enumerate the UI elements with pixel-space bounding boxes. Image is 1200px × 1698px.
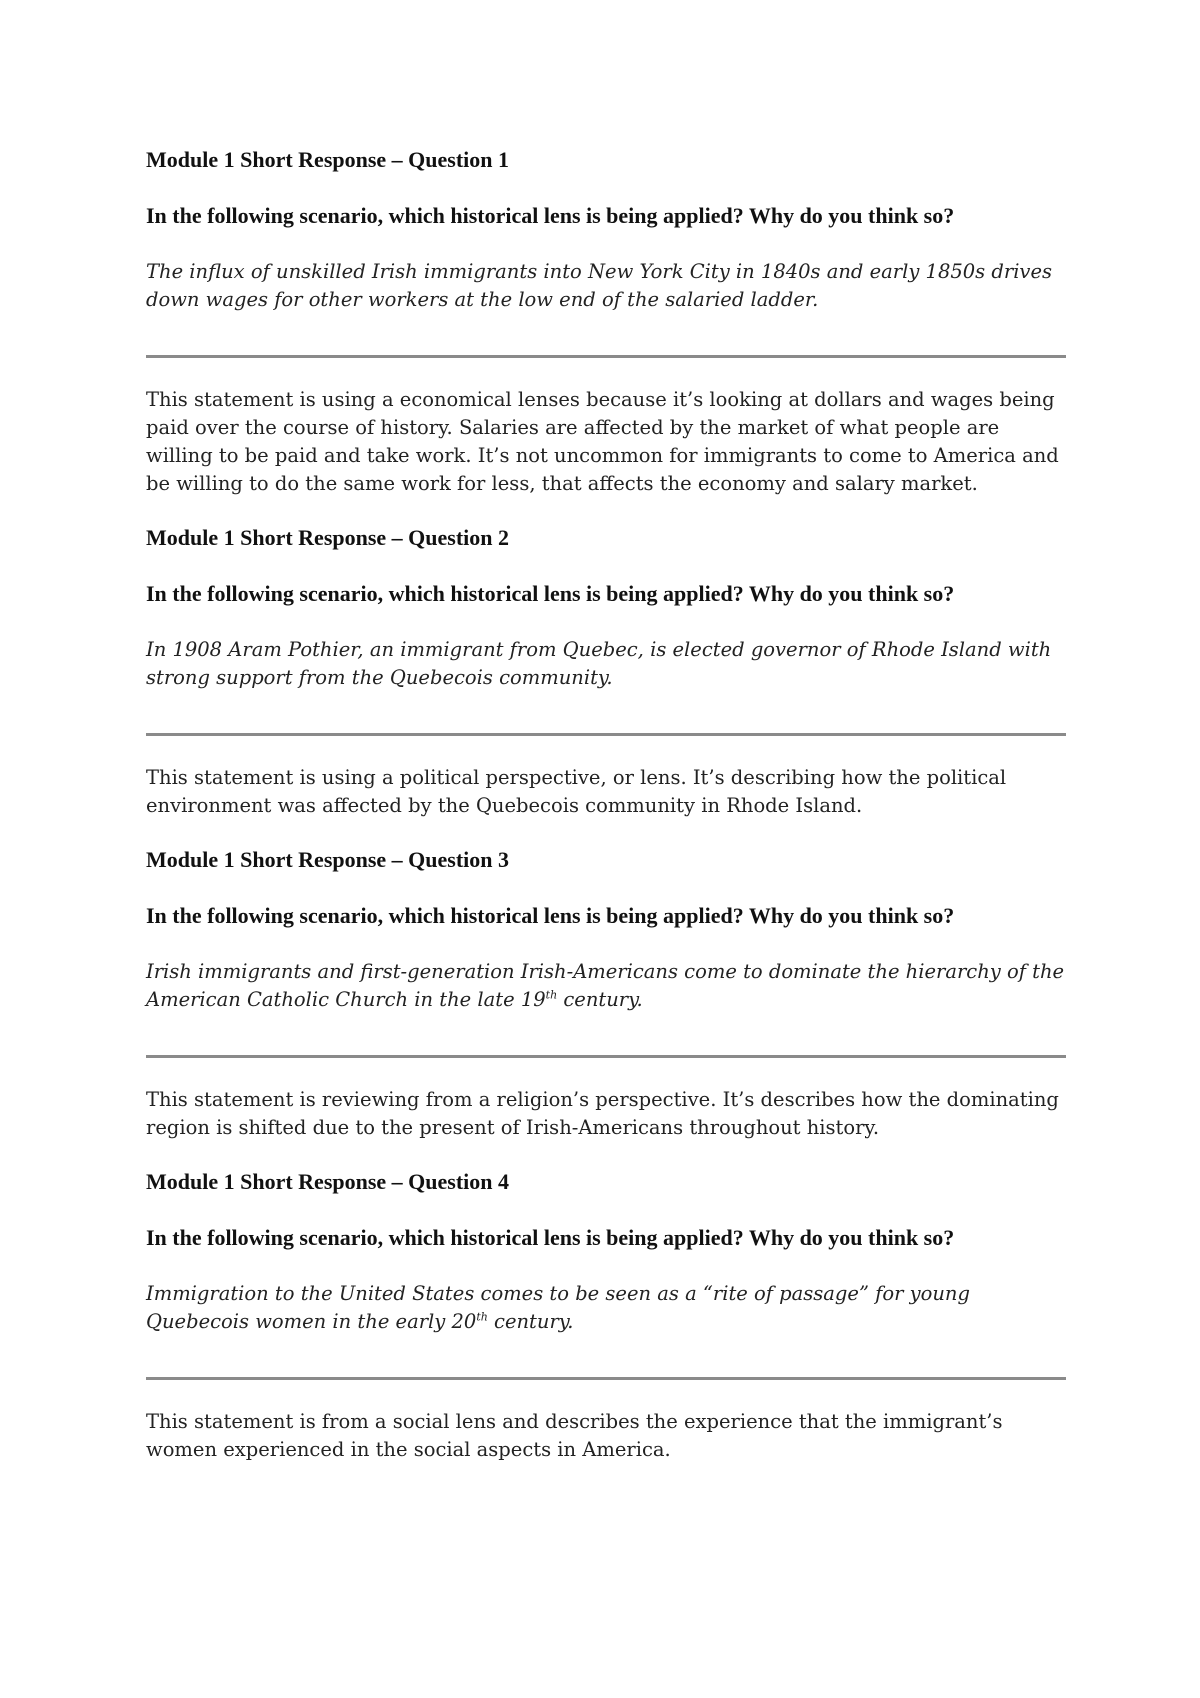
question-2-divider <box>146 733 1066 736</box>
question-3-scenario-ordinal: th <box>545 988 558 1002</box>
question-4-answer: This statement is from a social lens and describes the experience that the immigrant’s women experienced in the social aspects in America. <box>146 1410 1003 1461</box>
question-3-scenario-text: Irish immigrants and first-generation Irish-Americans come to dominate the hierarchy of the American Catholic Church in the late 19 <box>146 960 1065 1011</box>
question-3-divider <box>146 1055 1066 1058</box>
question-3-scenario-end: century. <box>557 988 643 1011</box>
question-1-divider <box>146 355 1066 358</box>
question-4-section <box>146 1168 1066 1464</box>
question-2-prompt: In the following scenario, which historical lens is being applied? Why do you think so? <box>146 581 955 606</box>
question-1-prompt: In the following scenario, which historical lens is being applied? Why do you think so? <box>146 203 955 228</box>
question-4-scenario <box>146 1280 1066 1336</box>
question-2-answer: This statement is using a political perspective, or lens. It’s describing how the political environment was affected by the Quebecois community in Rhode Island. <box>146 766 1007 817</box>
question-3-answer: This statement is reviewing from a religion’s perspective. It’s describes how the dominating region is shifted due to the present of Irish-Americans throughout history. <box>146 1088 1059 1139</box>
question-1-section <box>146 146 1066 498</box>
question-3-prompt: In the following scenario, which historical lens is being applied? Why do you think so? <box>146 903 955 928</box>
question-1-answer: This statement is using a economical lenses because it’s looking at dollars and wages being paid over the course of history. Salaries are affected by the market of what people are willing to be paid and take work. It’s not uncommon for immigrants to come to America and be willing to do the same work for less, that affects the economy and salary market. <box>146 388 1059 495</box>
question-3-scenario <box>146 958 1066 1014</box>
question-4-title: Module 1 Short Response – Question 4 <box>146 1169 510 1194</box>
question-2-scenario: In 1908 Aram Pothier, an immigrant from Quebec, is elected governor of Rhode Island with strong support from the Quebecois community. <box>146 638 1052 689</box>
question-4-scenario-ordinal: th <box>476 1310 488 1324</box>
document-body <box>146 146 1066 1490</box>
question-2-section <box>146 524 1066 820</box>
question-2-title: Module 1 Short Response – Question 2 <box>146 525 510 550</box>
question-4-scenario-end: century. <box>487 1310 574 1333</box>
question-1-title: Module 1 Short Response – Question 1 <box>146 147 510 172</box>
question-3-title: Module 1 Short Response – Question 3 <box>146 847 510 872</box>
question-4-prompt: In the following scenario, which historical lens is being applied? Why do you think so? <box>146 1225 955 1250</box>
question-4-scenario-text: Immigration to the United States comes to be seen as a “rite of passage” for young Quebecois women in the early 20 <box>146 1282 970 1333</box>
question-4-divider <box>146 1377 1066 1380</box>
question-1-scenario: The influx of unskilled Irish immigrants into New York City in 1840s and early 1850s drives down wages for other workers at the low end of the salaried ladder. <box>146 260 1052 311</box>
question-3-section <box>146 846 1066 1142</box>
